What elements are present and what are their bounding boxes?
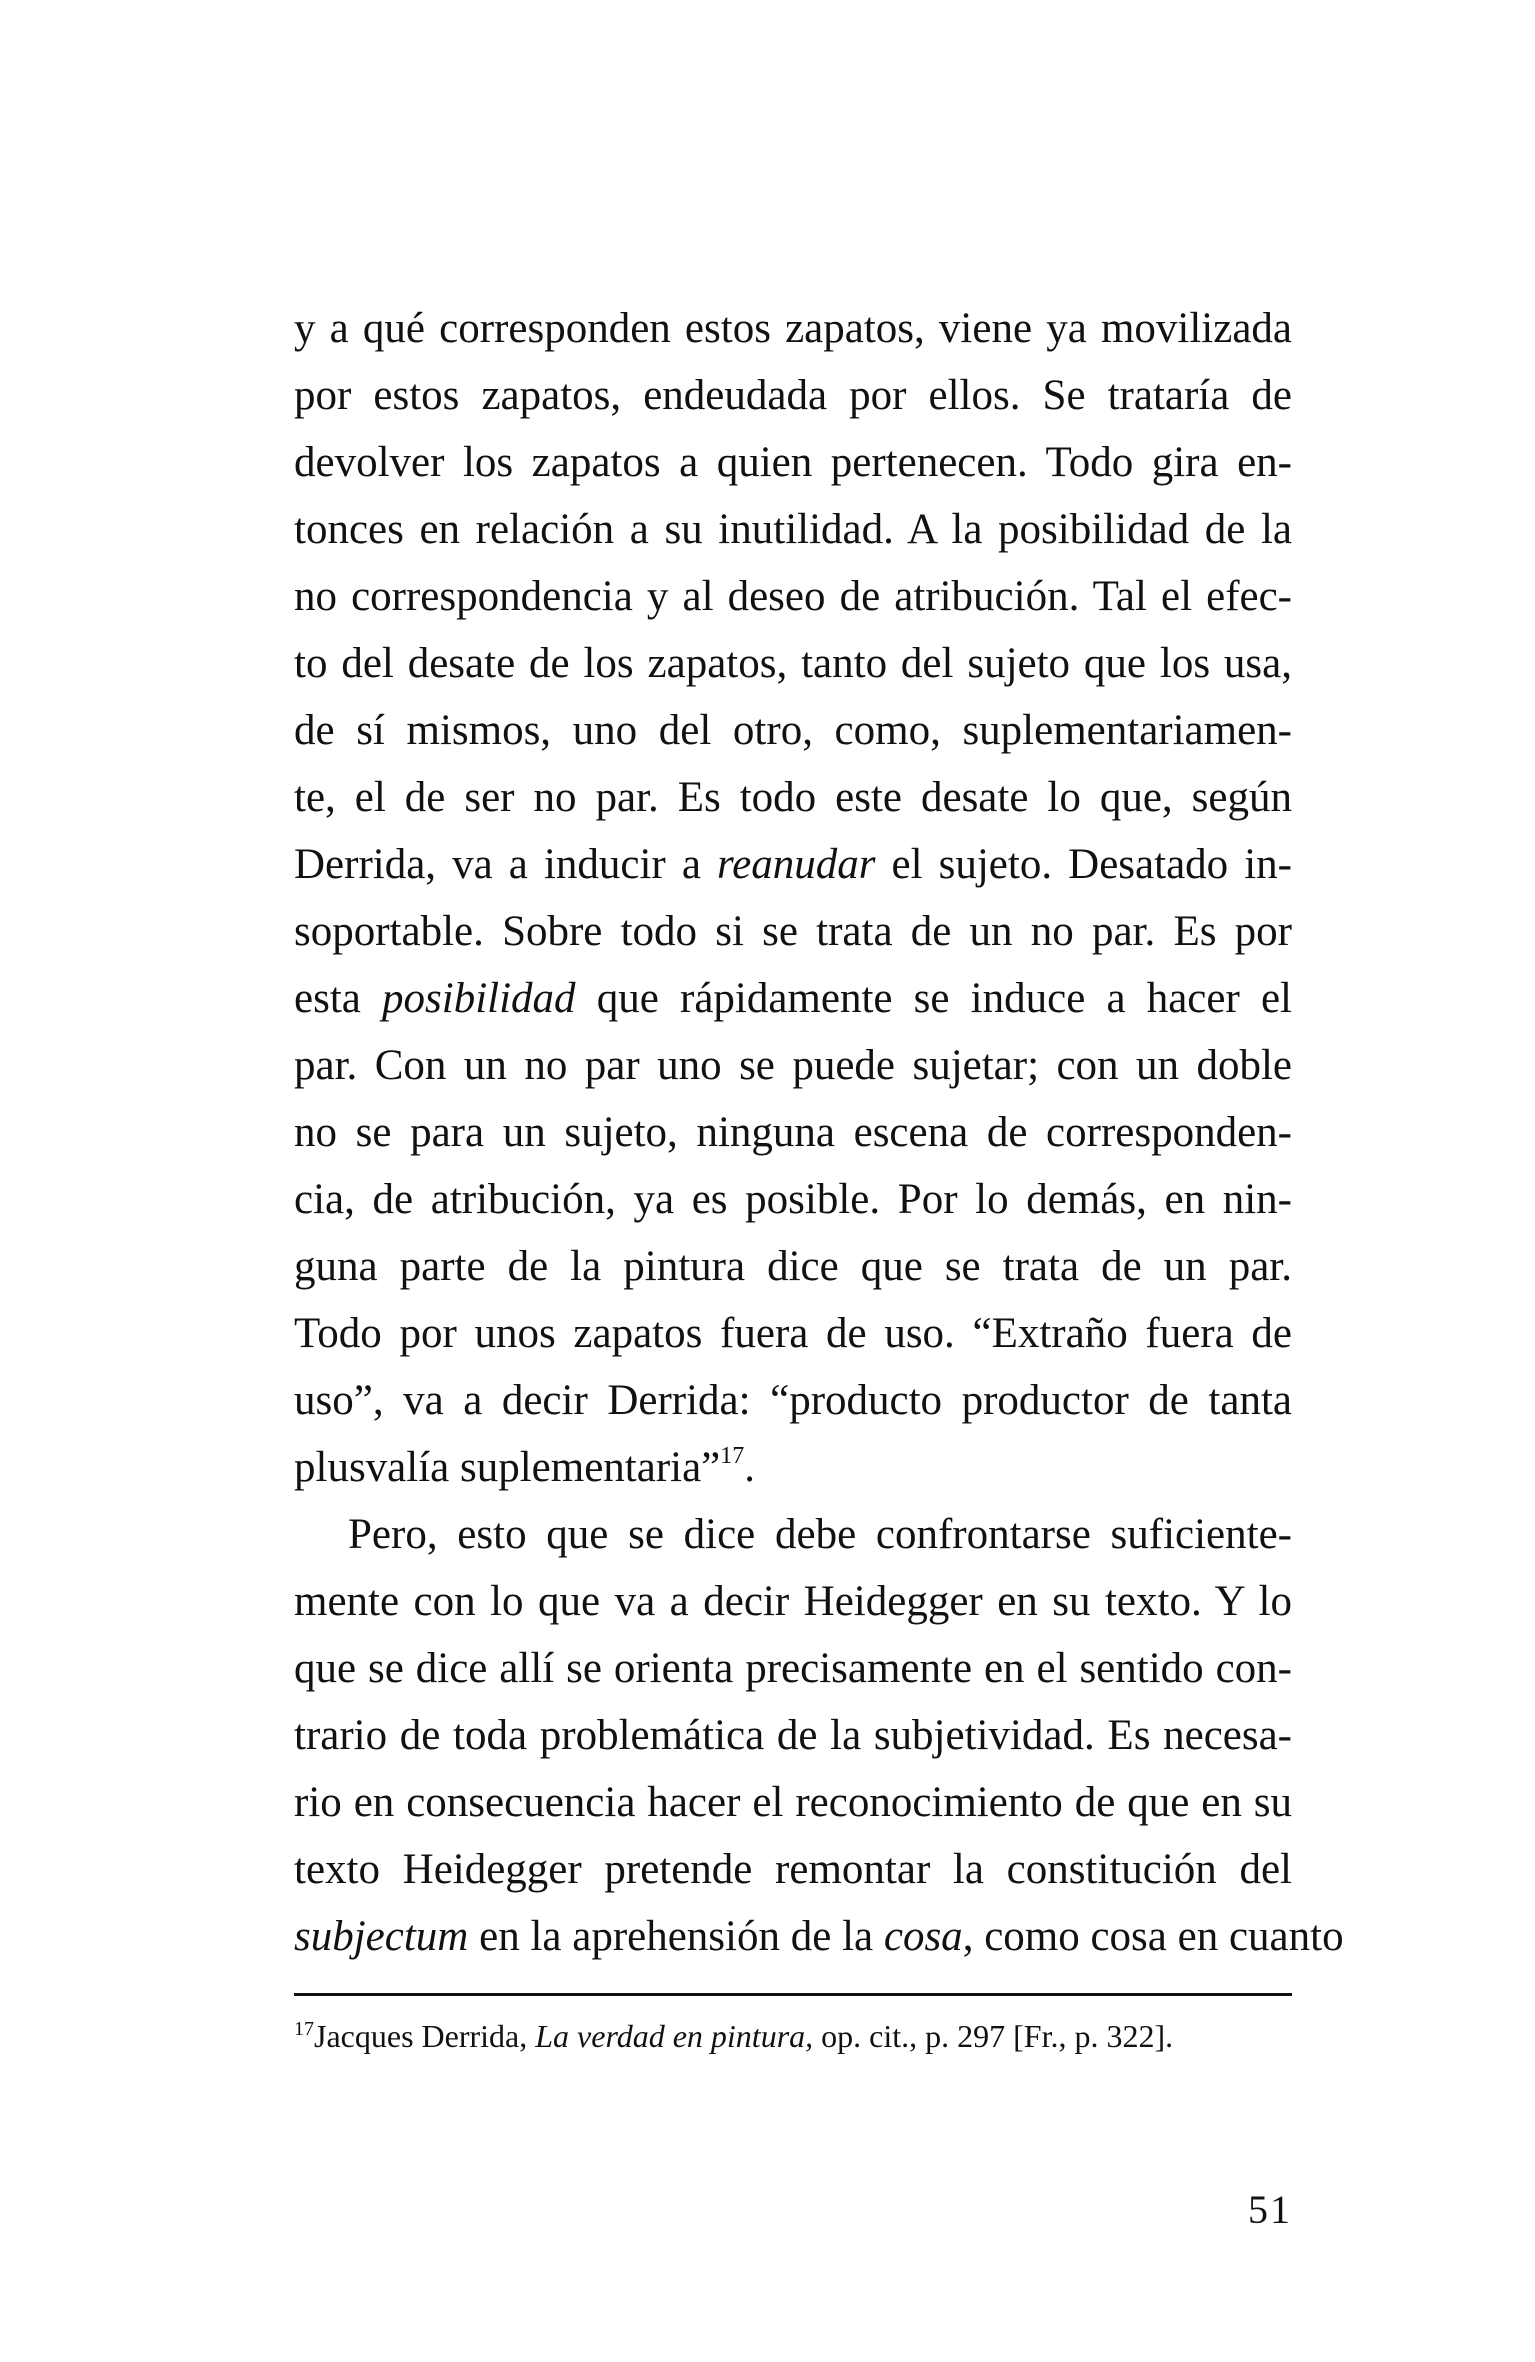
text-line: te, el de ser no par. Es todo este desate lo que, según <box>294 774 1292 821</box>
text-run: plusvalía suplementaria” <box>294 1444 721 1491</box>
text-line: par. Con un no par uno se puede sujetar; con un doble <box>294 1042 1292 1089</box>
text-line: que se dice allí se orienta precisamente en el sentido con- <box>294 1645 1292 1692</box>
text-run: Derrida, va a inducir a <box>294 841 717 888</box>
footnote-title: La verdad en pintura, <box>535 2018 814 2054</box>
text-line: uso”, va a decir Derrida: “producto productor de tanta <box>294 1377 1292 1424</box>
text-line: de sí mismos, uno del otro, como, suplementariamen- <box>294 707 1292 754</box>
text-line <box>294 1434 1292 1501</box>
text-run: , como cosa en cuanto <box>962 1913 1344 1960</box>
text-line: guna parte de la pintura dice que se trata de un par. <box>294 1243 1292 1290</box>
text-run: que rápidamente se induce a hacer el <box>575 975 1292 1022</box>
main-text <box>294 295 1344 1970</box>
footnote <box>294 2016 1292 2056</box>
footnote-number: 17 <box>294 2018 314 2040</box>
text-line: to del desate de los zapatos, tanto del sujeto que los usa, <box>294 640 1292 687</box>
italic-word: posibilidad <box>382 975 576 1022</box>
footnote-text: op. cit., p. 297 [Fr., p. 322]. <box>813 2018 1174 2054</box>
text-line: devolver los zapatos a quien pertenecen. Todo gira en- <box>294 439 1292 486</box>
text-line: Todo por unos zapatos fuera de uso. “Extraño fuera de <box>294 1310 1292 1357</box>
text-line: por estos zapatos, endeudada por ellos. Se trataría de <box>294 372 1292 419</box>
text-line <box>294 831 1292 898</box>
text-line: no se para un sujeto, ninguna escena de corresponden- <box>294 1109 1292 1156</box>
text-line <box>294 965 1292 1032</box>
text-run: esta <box>294 975 383 1022</box>
footnote-reference: 17 <box>720 1443 745 1469</box>
text-run: el sujeto. Desatado in- <box>875 841 1292 888</box>
text-line: no correspondencia y al deseo de atribución. Tal el efec- <box>294 573 1292 620</box>
text-run: . <box>744 1444 756 1491</box>
text-line: texto Heidegger pretende remontar la constitución del <box>294 1846 1292 1893</box>
footnote-text: Jacques Derrida, <box>314 2018 536 2054</box>
text-line: Pero, esto que se dice debe confrontarse suficiente- <box>348 1511 1292 1558</box>
page-number: 51 <box>1248 2187 1292 2232</box>
text-line: tonces en relación a su inutilidad. A la posibilidad de la <box>294 506 1292 553</box>
text-line: cia, de atribución, ya es posible. Por lo demás, en nin- <box>294 1176 1292 1223</box>
text-line: trario de toda problemática de la subjetividad. Es necesa- <box>294 1712 1292 1759</box>
text-run: en la aprehensión de la <box>468 1913 884 1960</box>
italic-word: subjectum <box>294 1913 469 1960</box>
text-line <box>294 1903 1344 1970</box>
text-line: mente con lo que va a decir Heidegger en su texto. Y lo <box>294 1578 1292 1625</box>
text-line: rio en consecuencia hacer el reconocimiento de que en su <box>294 1779 1292 1826</box>
italic-word: reanudar <box>716 841 876 888</box>
text-line: y a qué corresponden estos zapatos, viene ya movilizada <box>294 305 1292 352</box>
text-line: soportable. Sobre todo si se trata de un no par. Es por <box>294 908 1292 955</box>
italic-word: cosa <box>883 1913 963 1960</box>
footnote-divider <box>294 1993 1292 1996</box>
